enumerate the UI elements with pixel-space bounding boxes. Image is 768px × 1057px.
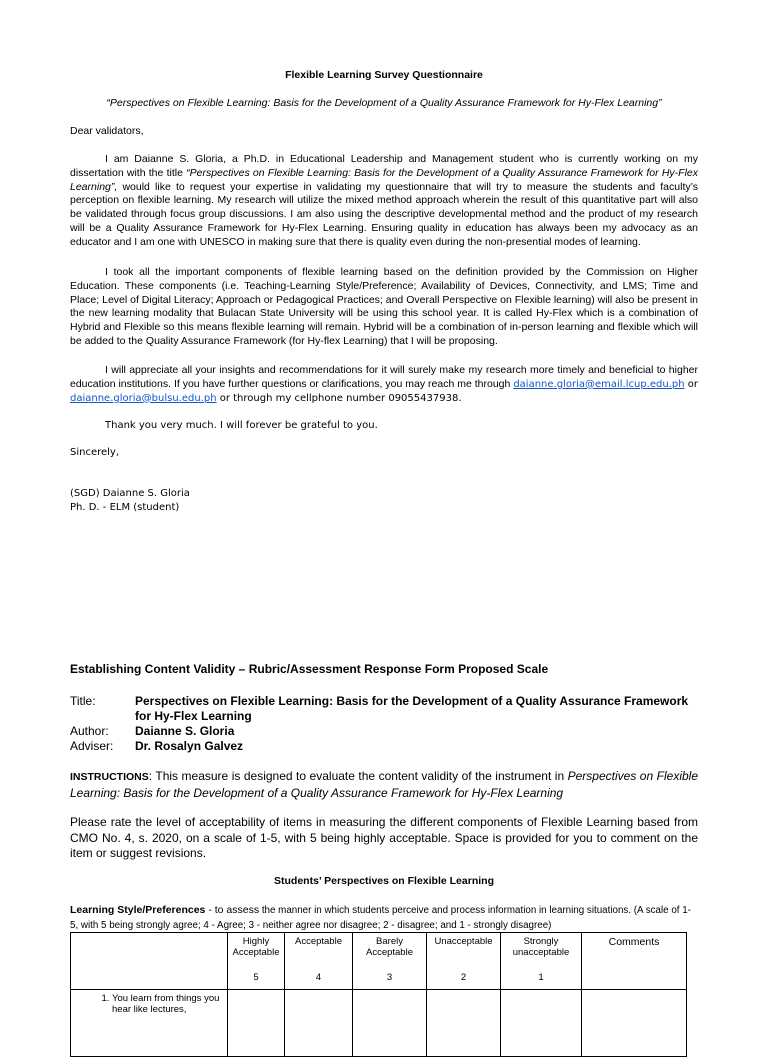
rating-cell-2[interactable] <box>427 990 501 1057</box>
email-link-bulsu[interactable]: daianne.gloria@bulsu.edu.ph <box>70 392 217 404</box>
letter-paragraph-2: I took all the important components of flexible learning based on the definition provided by the Commission on Higher Education. These components (i.e. Teaching-Learning Style/Preference; Availability of Devices, Connectivity, and LMS; Time and Place; Level of Digital Literacy; Approach or Pedagogical Practices; and Overall Perspective on Flexible learning) will also be present in the new learning modality that Bulacan State University will be using this school year. It is called Hy-Flex which is a combination of Hybrid and Flexible so this means flexible learning will remain. Hybrid will be a combination of in-person learning and flexible which will be added to the Quality Assurance Framework (for Hy-flex Learning) that I will be proposing. <box>70 266 698 347</box>
closing: Sincerely, <box>70 447 120 458</box>
header-barely-acceptable: Barely Acceptable 3 <box>353 933 427 990</box>
header-highly-acceptable: Highly Acceptable 5 <box>228 933 285 990</box>
form-adviser-row: Adviser: Dr. Rosalyn Galvez <box>70 739 244 753</box>
signature: (SGD) Daianne S. Gloria <box>70 488 190 499</box>
email-link-lcup[interactable]: daianne.gloria@email.lcup.edu.ph <box>513 378 685 390</box>
item-1: 1. You learn from things you hear like lectures, <box>112 993 225 1015</box>
form-author-row: Author: Daianne S. Gloria <box>70 724 235 738</box>
survey-subtitle: “Perspectives on Flexible Learning: Basis for the Development of a Quality Assurance Framework for Hy-Flex Learning” <box>106 97 662 109</box>
form-title-row: Title: Perspectives on Flexible Learning: Basis for the Development of a Quality Assurance Framework for Hy-Flex Learning <box>70 694 689 724</box>
signature-title: Ph. D. - ELM (student) <box>70 502 180 513</box>
rating-cell-1[interactable] <box>501 990 582 1057</box>
section-heading: Students’ Perspectives on Flexible Learning <box>274 875 494 887</box>
form-heading: Establishing Content Validity – Rubric/Assessment Response Form Proposed Scale <box>70 662 549 676</box>
header-unacceptable: Unacceptable 2 <box>427 933 501 990</box>
table-header-row <box>71 933 687 990</box>
header-comments: Comments <box>582 933 687 990</box>
header-strongly-unacceptable: Strongly unacceptable 1 <box>501 933 582 990</box>
item-cell <box>71 990 228 1057</box>
rating-table <box>70 932 687 1057</box>
thanks-line: Thank you very much. I will forever be grateful to you. <box>105 420 378 431</box>
item-header-cell <box>71 933 228 990</box>
letter-paragraph-3: I will appreciate all your insights and recommendations for it will surely make my research more timely and beneficial to higher education institutions. If you have further questions or clarifications, you may reach me through daianne.gloria@email.lcup.edu.ph or daianne.gloria@bulsu.edu.ph or through my cellphone number 09055437938. <box>70 364 698 404</box>
letter-paragraph-1: I am Daianne S. Gloria, a Ph.D. in Educational Leadership and Management student who is currently working on my dissertation with the title “Perspectives on Flexible Learning: Basis for the Development of a Quality Assurance Framework for Hy-Flex Learning”, would like to request your expertise in validating my questionnaire that will try to measure the students and faculty’s perception on flexible learning. My research will utilize the mixed method approach wherein the result of this quantitative part will also be validated through focus group discussions. I am also using the descriptive developmental method and the product of my research will be a Quality Assurance Framework for Hy-Flex Learning. Ensuring quality in education has always been my advocacy as an educator and I am one with UNESCO in making sure that there is quality even during the non-presential modes of learning. <box>70 153 698 248</box>
salutation: Dear validators, <box>70 125 144 137</box>
comment-cell[interactable] <box>582 990 687 1057</box>
rating-instructions: Please rate the level of acceptability of items in measuring the different components of Flexible Learning based from CMO No. 4, s. 2020, on a scale of 1-5, with 5 being highly acceptable. Space is provided for you to comment on the item or suggest revisions. <box>70 815 698 861</box>
header-acceptable: Acceptable 4 <box>285 933 353 990</box>
survey-title: Flexible Learning Survey Questionnaire <box>285 69 483 81</box>
rating-cell-3[interactable] <box>353 990 427 1057</box>
table-row <box>71 990 687 1057</box>
rating-cell-5[interactable] <box>228 990 285 1057</box>
learning-style-intro: Learning Style/Preferences - to assess the manner in which students perceive and process information in learning situations. (A scale of 1-5, with 5 being strongly agree; 4 - Agree; 3 - neither agree nor disagree; 2 - disagree; and 1 - strongly disagree) <box>70 904 691 931</box>
instructions: INSTRUCTIONS: This measure is designed to evaluate the content validity of the instrument in Perspectives on Flexible Learning: Basis for the Development of a Quality Assurance Framework for Hy-Flex Learning <box>70 769 698 800</box>
rating-cell-4[interactable] <box>285 990 353 1057</box>
